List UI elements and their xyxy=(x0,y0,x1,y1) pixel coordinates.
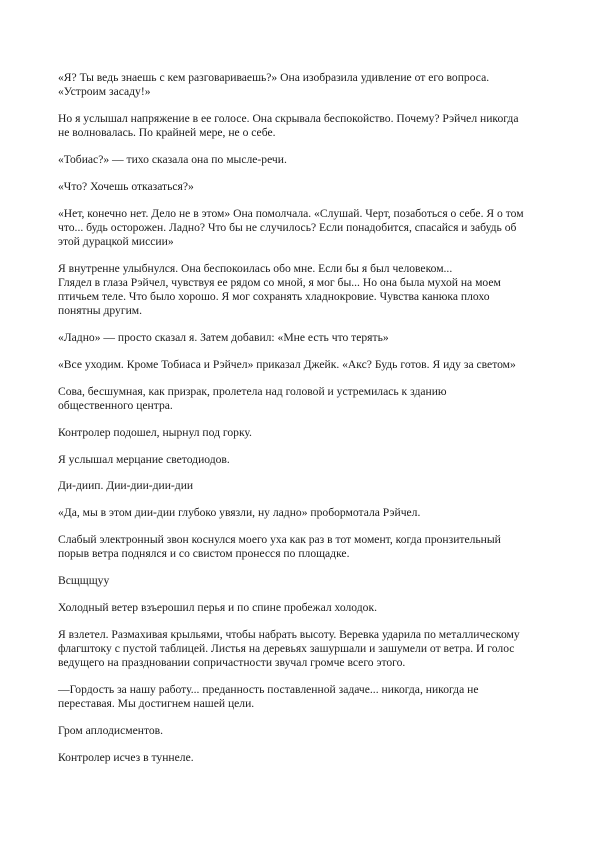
text-line: порыв ветра поднялся и со свистом пронесся по площадке. xyxy=(58,547,350,561)
text-line: что... будь осторожен. Ладно? Что бы не случилось? Если понадобится, спасайся и забудь об xyxy=(58,220,517,234)
paragraph xyxy=(58,506,558,520)
text-line: «Я? Ты ведь знаешь с кем разговариваешь?» Она изобразила удивление от его вопроса. xyxy=(58,71,490,84)
paragraph xyxy=(58,207,558,250)
text-line: Я внутренне улыбнулся. Она беспокоилась обо мне. Если бы я был человеком... xyxy=(58,261,453,275)
paragraph xyxy=(58,533,558,561)
paragraph xyxy=(58,601,558,615)
text-line: Сова, бесшумная, как призрак, пролетела над головой и устремилась к зданию xyxy=(58,384,447,398)
text-line: «Устроим засаду!» xyxy=(58,85,151,99)
paragraph xyxy=(58,331,558,345)
text-line: Гром аплодисментов. xyxy=(58,723,164,737)
paragraph xyxy=(58,574,558,588)
text-line: Контролер подошел, нырнул под горку. xyxy=(58,425,252,439)
text-line: этой дурацкой миссии» xyxy=(58,235,174,248)
text-line: ведущего на праздновании сопричастности звучал громче всего этого. xyxy=(58,655,406,669)
text-line: Холодный ветер взъерошил перья и по спине пробежал холодок. xyxy=(58,600,377,614)
paragraph xyxy=(58,385,558,413)
paragraph xyxy=(58,112,558,140)
paragraph xyxy=(58,71,558,99)
text-line: «Тобиас?» — тихо сказала она по мысле-речи. xyxy=(58,153,287,166)
text-line: флагштоку с пустой таблицей. Листья на деревьях зашуршали и зашумели от ветра. И голос xyxy=(58,641,515,655)
paragraph xyxy=(58,479,558,493)
text-line: «Что? Хочешь отказаться?» xyxy=(58,179,194,193)
paragraph xyxy=(58,358,558,372)
paragraph xyxy=(58,683,558,711)
paragraph xyxy=(58,262,558,319)
text-line: —Гордость за нашу работу... преданность поставленной задаче... никогда, никогда не xyxy=(58,682,479,696)
paragraph xyxy=(58,426,558,440)
text-line: Глядел в глаза Рэйчел, чувствуя ее рядом со мной, я мог бы... Но она была мухой на моем xyxy=(58,276,501,289)
text-line: «Ладно» — просто сказал я. Затем добавил: «Мне есть что терять» xyxy=(58,331,389,345)
text-line: Ди-диип. Дии-дии-дии-дии xyxy=(58,479,194,493)
paragraph xyxy=(58,628,558,671)
document-page xyxy=(58,71,558,777)
text-line: «Да, мы в этом дии-дии глубоко увязли, ну ладно» пробормотала Рэйчел. xyxy=(58,506,421,520)
text-line: общественного центра. xyxy=(58,399,173,412)
text-line: Но я услышал напряжение в ее голосе. Она скрывала беспокойство. Почему? Рэйчел никогда xyxy=(58,112,519,125)
text-line: Всщщщуу xyxy=(58,573,110,587)
text-line: Слабый электронный звон коснулся моего уха как раз в тот момент, когда пронзительный xyxy=(58,532,501,546)
text-line: не волновалась. По крайней мере, не о себе. xyxy=(58,126,276,140)
paragraph xyxy=(58,751,558,765)
text-line: «Нет, конечно нет. Дело не в этом» Она помолчала. «Слушай. Черт, позаботься о себе. Я о том xyxy=(58,206,524,220)
text-line: понятны другим. xyxy=(58,304,143,318)
paragraph xyxy=(58,180,558,194)
text-line: Контролер исчез в туннеле. xyxy=(58,750,194,764)
paragraph xyxy=(58,724,558,738)
text-line: «Все уходим. Кроме Тобиаса и Рэйчел» приказал Джейк. «Акс? Будь готов. Я иду за светом» xyxy=(58,358,516,371)
text-line: Я взлетел. Размахивая крыльями, чтобы набрать высоту. Веревка ударила по металлическому xyxy=(58,627,520,641)
paragraph xyxy=(58,153,558,167)
text-line: Я услышал мерцание светодиодов. xyxy=(58,452,230,466)
text-line: птичьем теле. Что было хорошо. Я мог сохранять хладнокровие. Чувства канюка плохо xyxy=(58,290,490,304)
paragraph xyxy=(58,453,558,467)
text-line: переставая. Мы достигнем нашей цели. xyxy=(58,696,255,710)
